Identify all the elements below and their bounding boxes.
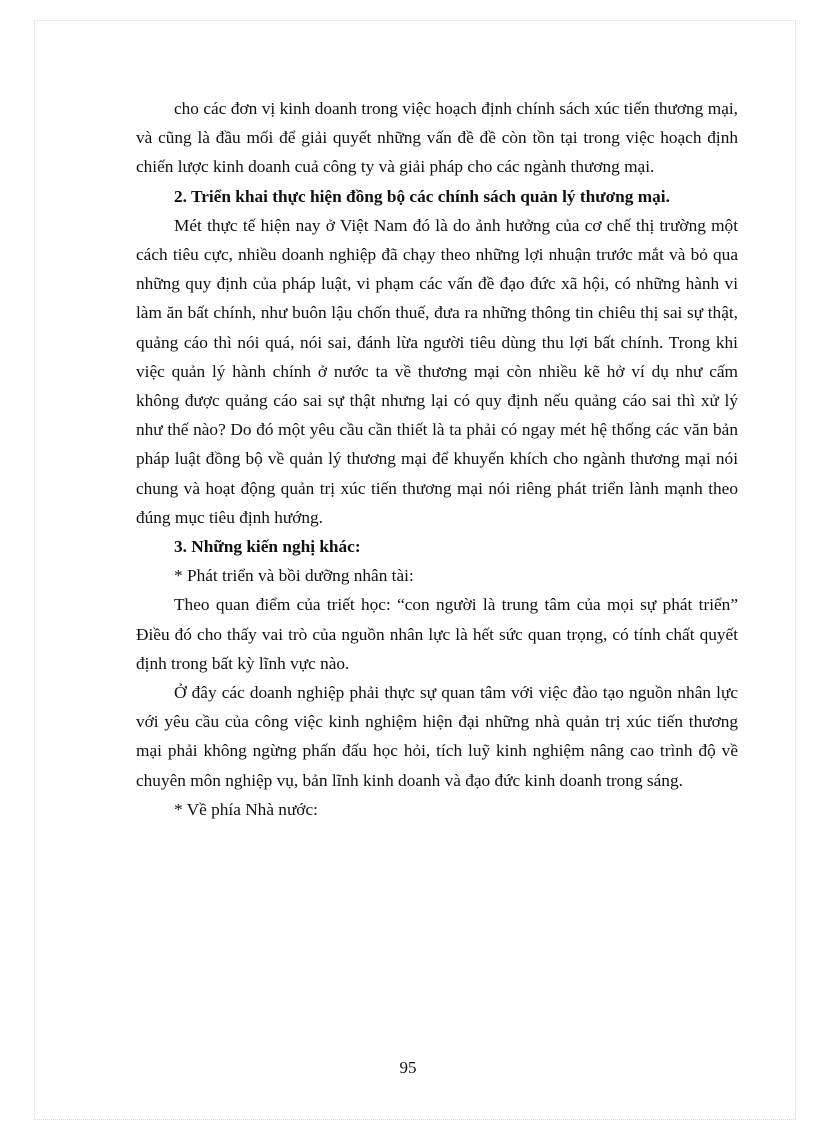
section-heading-3: 3. Những kiến nghị khác:: [174, 537, 361, 557]
bullet-talent-development: * Phát triển và bồi dưỡng nhân tài:: [174, 566, 414, 586]
page-number: 95: [399, 1058, 417, 1077]
bullet-state-side: * Về phía Nhà nước:: [174, 799, 318, 819]
paragraph-market-regulation: Mét thực tế hiện nay ở Việt Nam đó là do ảnh hưởng của cơ chế thị trường một cách tiêu cực, nhiều doanh nghiệp đã chạy theo những lợi nhuận trước mắt và bỏ qua những quy định của pháp luật, vi phạm các vấn đề đạo đức xã hội, có những hành vi làm ăn bất chính, như buôn lậu chốn thuế, đưa ra những thông tin chiêu thị sai sự thật, quảng cáo thì nói quá, nói sai, đánh lừa người tiêu dùng thu lợi bất chính. Trong khi việc quản lý hành chính ở nước ta về thương mại còn nhiều kẽ hở ví dụ như cấm không được quảng cáo sai sự thật nhưng lại có quy định nếu quảng cáo sai thì xử lý như thế nào? Do đó một yêu cầu cần thiết là ta phải có ngay mét hệ thống các văn bản pháp luật đồng bộ về quản lý thương mại để khuyến khích cho ngành thương mại nói chung và hoạt động quản trị xúc tiến thương mại nói riêng phát triển lành mạnh theo đúng mục tiêu định hướng.: [136, 215, 738, 527]
section-heading-2: 2. Triển khai thực hiện đồng bộ các chính sách quản lý thương mại.: [174, 186, 670, 206]
paragraph-continuation: cho các đơn vị kinh doanh trong việc hoạch định chính sách xúc tiến thương mại, và cũng là đầu mối để giải quyết những vấn đề đề còn tồn tại trong việc hoạch định chiến lược kinh doanh cuả công ty và giải pháp cho các ngành thương mại.: [136, 99, 738, 177]
paragraph-training: Ở đây các doanh nghiệp phải thực sự quan tâm với việc đào tạo nguồn nhân lực với yêu cầu của công việc kinh nghiệm hiện đại những nhà quản trị xúc tiến thương mại phải không ngừng phấn đấu học hỏi, tích luỹ kinh nghiệm nâng cao trình độ về chuyên môn nghiệp vụ, bản lĩnh kinh doanh và đạo đức kinh doanh trong sáng.: [136, 683, 738, 790]
document-body: [136, 94, 738, 824]
paragraph-philosophy: Theo quan điểm của triết học: “con người là trung tâm của mọi sự phát triển” Điều đó cho thấy vai trò của nguồn nhân lực là hết sức quan trọng, có tính chất quyết định trong bất kỳ lĩnh vực nào.: [136, 595, 738, 673]
